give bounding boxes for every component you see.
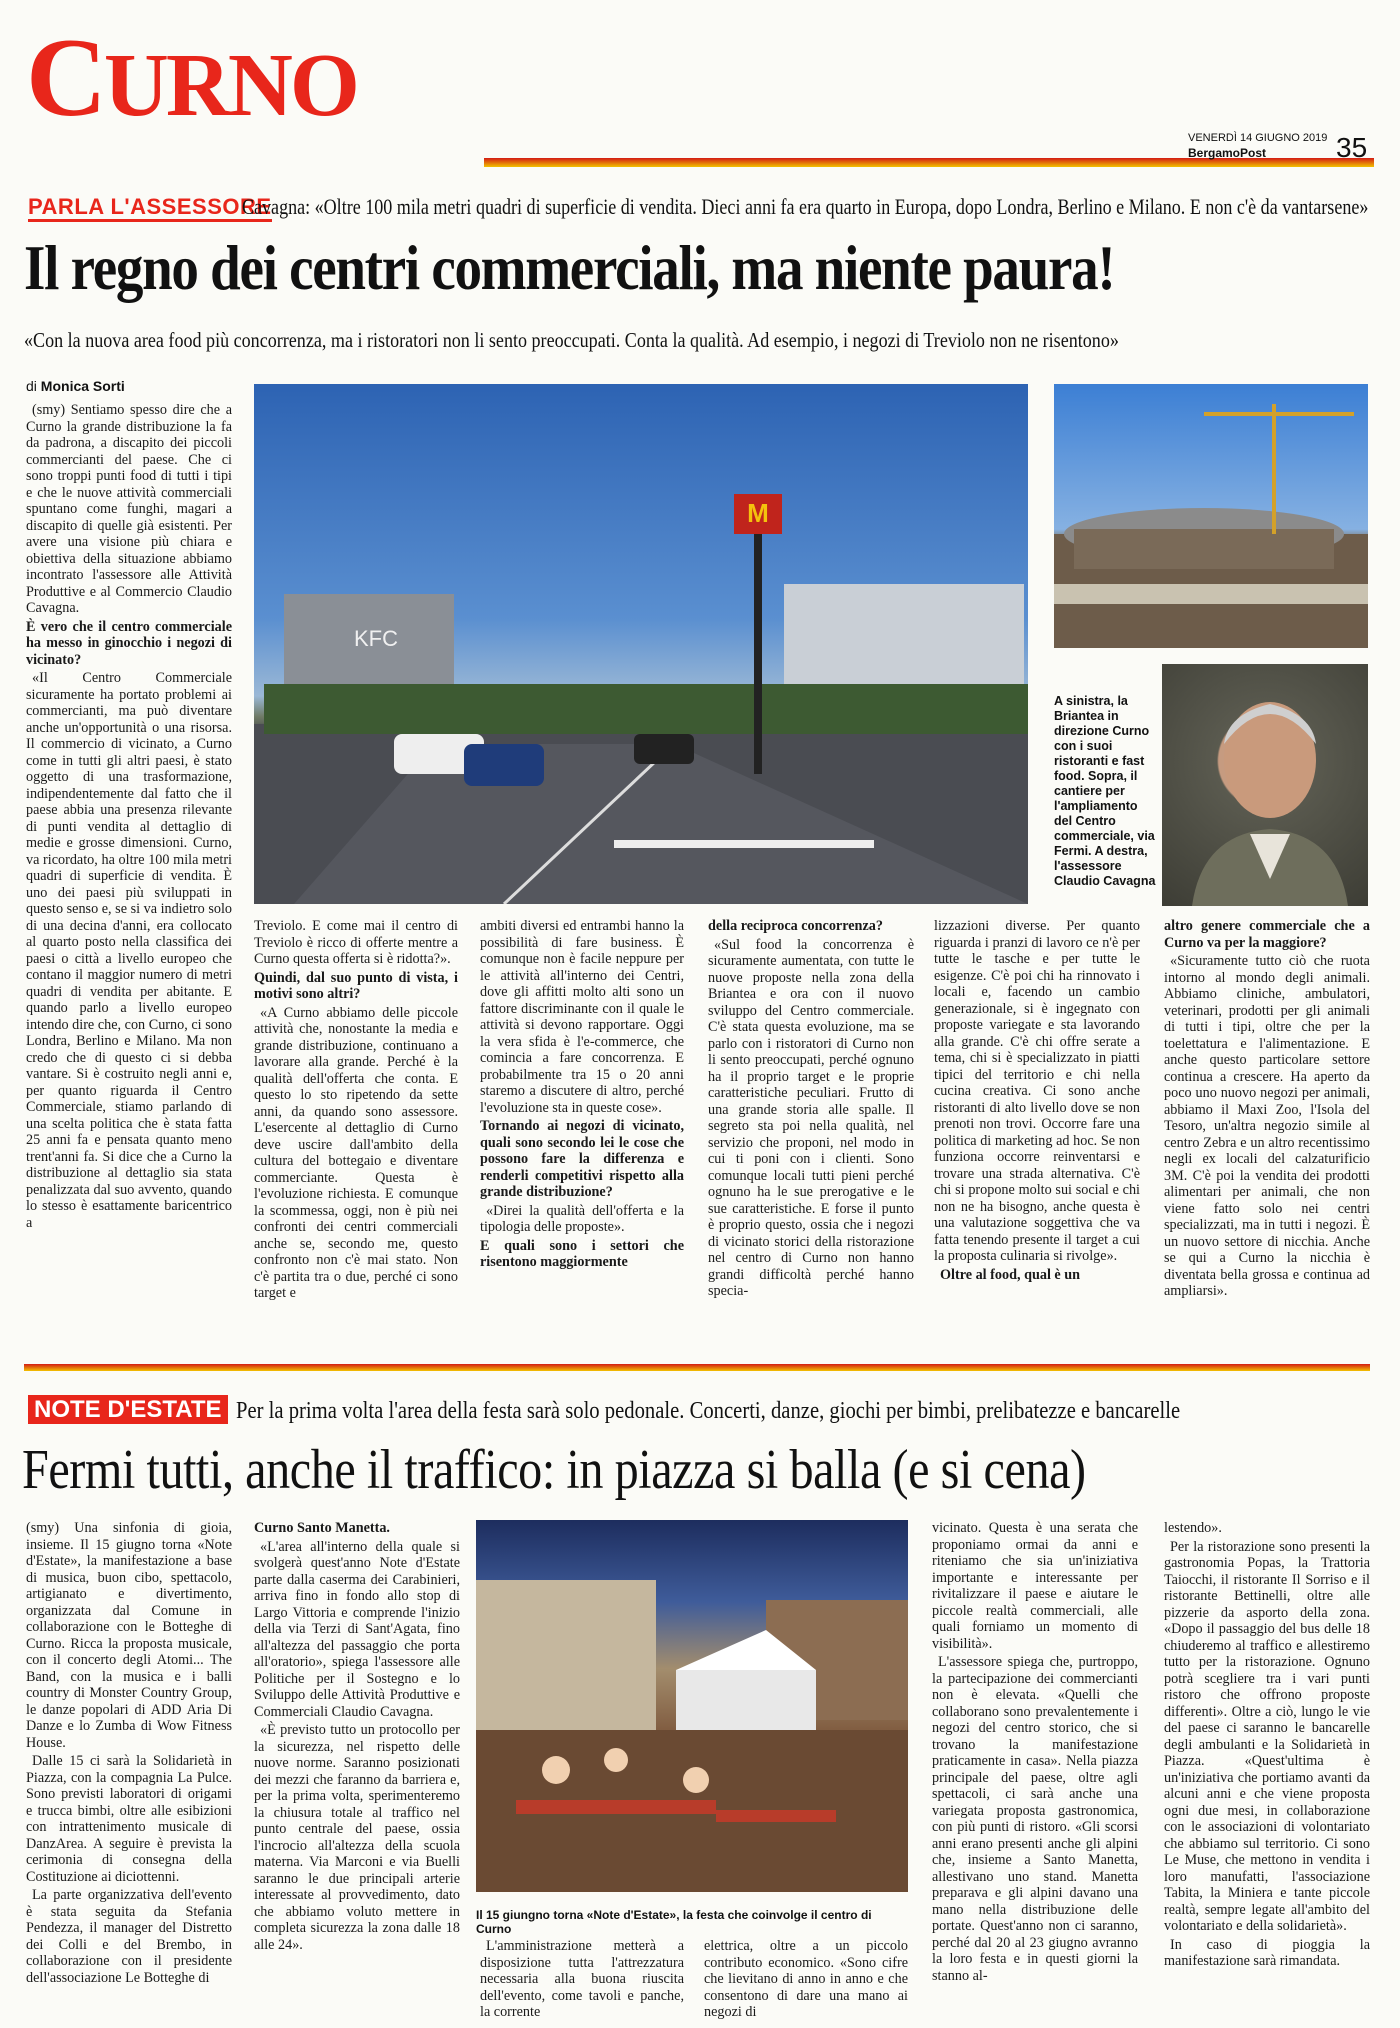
article2-photo-caption: Il 15 giungno torna «Note d'Estate», la festa che coinvolge il centro di Curno xyxy=(476,1908,872,1936)
article1-kicker: PARLA L'ASSESSORE xyxy=(28,194,272,220)
question: Tornando ai negozi di vicinato, quali sono secondo lei le cose che possono fare la differenza e renderli competitivi rispetto alla grande distribuzione? xyxy=(480,1118,684,1200)
paragraph: L'assessore spiega che, purtroppo, la partecipazione dei commercianti non è elevata. «Quelli che collaborano sono prevalentemente i negozi del centro storico, che si trovano la manifestazione praticamente in casa». Nella piazza principale del paese, oltre agli spettacoli, ci sarà anche una variegata proposta gastronomica, con più punti di ristoro. «Gli scorsi anni erano presenti anche gli alpini che, insieme a Santo Manetta, allestivano uno stand. Manetta preparava e gli alpini davano una mano nella distribuzione delle portate. Quest'anno non ci saranno, perché dal 20 al 23 giugno avranno la loro festa e in questi giorni la stanno al- xyxy=(932,1654,1138,1984)
article1-column-2 xyxy=(254,918,458,1350)
paragraph: elettrica, oltre a un piccolo contributo economico. «Sono cifre che lievitano di anno in anno e che consentono di dare una mano ai negozi di xyxy=(704,1938,908,2020)
paragraph: lestendo». xyxy=(1164,1520,1222,1536)
paper-name: BergamoPost xyxy=(1188,146,1267,160)
paragraph: Treviolo. E come mai il centro di Treviolo è ricco di offerte mentre a Curno questa offerta si è ridotta?». xyxy=(254,918,458,967)
paragraph: Dalle 15 ci sarà la Solidarietà in Piazza, con la compagnia La Pulce. Sono previsti laboratori di origami e trucca bimbi, oltre alle esibizioni con intrattenimento musicale di DanzArea. A seguire è prevista la cerimonia di consegna della Costituzione ai diciottenni. xyxy=(26,1753,232,1885)
photo-note-destate xyxy=(476,1520,908,1892)
paragraph: «Il Centro Commerciale sicuramente ha portato problemi ai commercianti, ma può diventare anche un'opportunità o una risorsa. Il commercio di vicinato, a Curno come in tutti gli altri paesi, è stato oggetto di una trasformazione, indipendentemente dal fatto che il paese abbia una presenza rilevante di punti vendita al dettaglio di medie e grosse dimensioni. Curno, va ricordato, ha oltre 100 mila metri quadri di superficie di vendita. È uno dei paesi più sviluppati in questo senso e, se si va indietro solo di una decina d'anni, era collocato al quarto posto nella classifica dei paesi o città a livello europeo che contano il maggior numero di metri quadri di vendita per abitante. E quando parlo a livello europeo intendo dire che, con Curno, ci sono Londra, Berlino e Milano. Ma non credo che di questo ci si debba vantare. Si è costruito negli anni e, per quanto riguarda il Centro Commerciale, stiamo parlando di una scelta politica che è stata fatta 25 anni fa e pensata quanto meno trent'anni fa. Si dice che a Curno la distribuzione al dettaglio sia stata penalizzata dal suo avvento, quando lo stesso è esattamente baricentrico a xyxy=(26,670,232,1231)
article2-column-4-bottom xyxy=(704,1938,908,2022)
paragraph: «È previsto tutto un protocollo per la sicurezza, nel rispetto delle nuove norme. Saranno posizionati dei mezzi che faranno da barriera e, per la prima volta, sperimenteremo la chiusura totale al traffico nel punto centrale del paese, ossia l'incrocio all'altezza della scuola materna. Via Marconi e via Buelli saranno le due principali arterie interessate al provvedimento, dato che abbiamo voluto mettere in completa sicurezza la zona dalle 18 alle 24». xyxy=(254,1722,460,1953)
paragraph: «Sicuramente tutto ciò che ruota intorno al mondo degli animali. Abbiamo cliniche, ambulatori, veterinari, prodotti per gli animali di tutti i tipi, oltre che per la toelettatura e l'alimentazione. E anche questo particolare settore continua a crescere. Ha aperto da poco uno nuovo negozi per animali, abbiamo il Maxi Zoo, l'Isola del Tesoro, un'altra negozio simile al centro Zebra e un altro recentissimo negli ex locali del calzaturificio 3M. C'è poi la vendita dei prodotti alimentari per animali, che non viene fatto solo nei centri specializzati, ma in tutti i negozi. È un nuovo settore di nicchia. Anche se qui a Curno la nicchia è diventata bella grossa e continua ad ampliarsi». xyxy=(1164,953,1370,1299)
page-number: 35 xyxy=(1336,132,1368,163)
article2-headline: Fermi tutti, anche il traffico: in piazza si balla (e si cena) xyxy=(22,1439,1086,1501)
question: Quindi, dal suo punto di vista, i motivi sono altri? xyxy=(254,969,458,1002)
paragraph: Per la ristorazione sono presenti la gastronomia Popas, la Trattoria Taiocchi, il ristorante Il Sorriso e il ristorante Bettinelli, oltre alle pizzerie da asporto della zona. «Dopo il passaggio del bus delle 18 chiuderemo al traffico e allestiremo tutto per la ristorazione. Ognuno potrà scegliere tra i vari punti ristoro che offrono proposte differenti». Oltre a ciò, lungo le vie del paese ci saranno le bancarelle degli ambulanti e la Solidarietà in Piazza. «Quest'ultima è un'iniziativa che portiamo avanti da alcuni anni e che viene proposta ogni due mesi, in collaborazione con le associazioni di volontariato che abbiamo sul territorio. Ci sono Le Muse, che mettono in vendita i loro manufatti, l'associazione Tabita, la Miniera e tante piccole realtà, sempre legate all'ambito del volontariato e della solidarietà». xyxy=(1164,1538,1370,1934)
paragraph: (smy) Sentiamo spesso dire che a Curno la grande distribuzione la fa da padrona, a discapito dei piccoli commercianti del paese. Che ci sono troppi punti food di tutti i tipi e che le nuove attività commerciali spuntano come funghi, magari a discapito di quelle già esistenti. Per avere una visione più chiara e obiettiva della situazione abbiamo incontrato l'assessore alle Attività Produttive e al Commercio Claudio Cavagna. xyxy=(26,402,232,616)
portrait-graphic xyxy=(1162,664,1368,906)
paragraph: lizzazioni diverse. Per quanto riguarda i pranzi di lavoro ce n'è per tutte le tasche e per tutte le esigenze. C'è poi chi ha rinnovato i locali e, facendo un cambio generazionale, si è ingegnato con proposte variegate e sta lavorando alla grande. C'è chi offre serate a tema, chi si è specializzato in piatti tipici del territorio e chi nella cucina creativa. Ci sono anche ristoranti di alto livello dove se non prenoti non trovi. Occorre fare una politica di marketing ad hoc. Se non funziona occorre reinventarsi e trovare una strada alternativa. C'è chi si propone molto sui social e chi non ne ha bisogno, anche questa è una valutazione soggettiva che va fatta tenendo presente il target a cui la proposta culinaria si rivolge». xyxy=(934,918,1140,1264)
question: della reciproca concorrenza? xyxy=(708,918,883,934)
article1-column-5 xyxy=(934,918,1140,1350)
article1-column-3 xyxy=(480,918,684,1350)
construction-graphic xyxy=(1054,384,1368,648)
paragraph: «Direi la qualità dell'offerta e la tipologia delle proposte». xyxy=(480,1202,684,1235)
question: Oltre al food, qual è un xyxy=(940,1266,1081,1283)
paragraph: L'amministrazione metterà a disposizione tutta l'attrezzatura necessaria alla buona riuscita dell'evento, come tavoli e panche, la corrente xyxy=(480,1938,684,2020)
issue-date: VENERDÌ 14 GIUGNO 2019 xyxy=(1188,132,1328,144)
article2-column-5 xyxy=(1164,1520,1370,2020)
festival-graphic xyxy=(476,1520,908,1892)
paragraph: La parte organizzativa dell'evento è stata seguita da Stefania Pendezza, il manager del Distretto dei Colli e del Brembo, in collaborazione con il presidente dell'associazione Le Botteghe di xyxy=(26,1887,232,1986)
article1-headline: Il regno dei centri commerciali, ma niente paura! xyxy=(24,232,1115,303)
paragraph: vicinato. Questa è una serata che proponiamo ormai da anni e riteniamo che sia un'iniziativa importante e interessante per rivitalizzare il paese e aiutare le piccole realtà commerciali, alle quali forniamo un momento di visibilità». xyxy=(932,1520,1138,1652)
article1-photo-caption: A sinistra, la Briantea in direzione Curno con i suoi ristoranti e fast food. Sopra, il cantiere per l'ampliamento del Centro commerciale, via Fermi. A destra, l'assessore Claudio Cavagna xyxy=(1054,694,1156,888)
article2-column-2 xyxy=(254,1520,460,2020)
article1-subhead: Cavagna: «Oltre 100 mila metri quadri di superficie di vendita. Dieci anni fa era quarto in Europa, dopo Londra, Berlino e Milano. E non c'è da vantarsene» xyxy=(242,194,1369,219)
article1-column-1 xyxy=(26,402,232,1350)
article1-column-4 xyxy=(708,918,914,1350)
article2-subhead: Per la prima volta l'area della festa sarà solo pedonale. Concerti, danze, giochi per bimbi, prelibatezze e bancarelle xyxy=(236,1398,1181,1424)
paragraph: In caso di pioggia la manifestazione sarà rimandata. xyxy=(1164,1936,1370,1969)
question: È vero che il centro commerciale ha messo in ginocchio i negozi di vicinato? xyxy=(26,618,232,668)
paragraph: (smy) Una sinfonia di gioia, insieme. Il 15 giugno torna «Note d'Estate», la manifestazione a base di musica, buon cibo, spettacolo, artigianato e divertimento, organizzata dal Comune in collaborazione con le Botteghe di Curno. Ricca la proposta musicale, con il concerto degli Atomi... The Band, con la musica e i balli country di Monster Country Group, le danze popolari di ADD Aria Di Danze e lo Zumba di Wow Fitness House. xyxy=(26,1520,232,1751)
photo-claudio-cavagna xyxy=(1162,664,1368,906)
article2-column-3 xyxy=(480,1938,684,2022)
article2-column-1 xyxy=(26,1520,232,2020)
photo-construction-site xyxy=(1054,384,1368,648)
paragraph: ambiti diversi ed entrambi hanno la possibilità di fare business. È comunque non è facile neppure per le attività all'interno dei Centri, dove gli affitti molto alti sono un fattore discriminante con il quale le attività si devono rapportare. Oggi la vera sfida è l'e-commerce, che comincia a fare concorrenza. E probabilmente tra 15 o 20 anni staremo a discutere di altro, perché l'evoluzione sta in queste cose». xyxy=(480,918,684,1116)
paragraph: Curno Santo Manetta. xyxy=(254,1520,390,1536)
photo-briantea-road xyxy=(254,384,1028,904)
section-rule xyxy=(24,1364,1370,1371)
byline: di Monica Sorti xyxy=(26,378,125,394)
kfc-sign: KFC xyxy=(354,626,398,651)
masthead-title: CURNO xyxy=(26,16,357,140)
paragraph: «A Curno abbiamo delle piccole attività che, nonostante la media e grande distribuzione, continuano a lavorare alla grande. Perché è la qualità dell'offerta che conta. E questo lo sto ripetendo da sette anni, da quando sono assessore. L'esercente al dettaglio di Curno deve uscire dall'ambito della cultura del bottegaio e diventare commerciante. Questa è l'evoluzione richiesta. E comunque la scommessa, oggi, non è più nei confronti dei centri commerciali anche se, secondo me, questo confronto non c'è mai stato. Non c'è partita tra o due, perché ci sono target e xyxy=(254,1004,458,1301)
article2-kicker: NOTE D'ESTATE xyxy=(28,1396,228,1424)
article2-column-4 xyxy=(932,1520,1138,2020)
paragraph: «L'area all'interno della quale si svolgerà quest'anno Note d'Estate parte dalla caserma dei Carabinieri, arriva fino in fondo allo stop di Largo Vittoria e comprende l'inizio della via Terzi di Sant'Agata, fino all'altezza del passaggio che porta all'oratorio», spiega l'assessore alle Politiche per il Sostegno e lo Sviluppo delle Attività Produttive e Commerciali Claudio Cavagna. xyxy=(254,1538,460,1720)
paragraph: «Sul food la concorrenza è sicuramente aumentata, con tutte le nuove proposte nella zona della Briantea e ora con il nuovo sviluppo del Centro commerciale. C'è stata questa evoluzione, ma se parlo con i ristoratori di Curno non li sento preoccupati, perché ognuno ha il proprio target e le proprie caratteristiche peculiari. Frutto di una grande storia alle spalle. Il segreto sta poi nella qualità, nel servizio che proponi, nel modo in cui ti poni con i clienti. Sono comunque locali tutti pieni perché ognuno ha le sue prerogative e le sue caratteristiche. E forse il punto è proprio questo, ossia che i negozi di vicinato storici della ristorazione nel centro di Curno non hanno grandi difficoltà perché hanno specia- xyxy=(708,936,914,1299)
question: altro genere commerciale che a Curno va per la maggiore? xyxy=(1164,918,1370,951)
question: E quali sono i settori che risentono maggiormente xyxy=(480,1237,684,1270)
road-scene-graphic xyxy=(254,384,1028,904)
article1-standfirst: «Con la nuova area food più concorrenza, ma i ristoratori non li sento preoccupati. Conta la qualità. Ad esempio, i negozi di Treviolo non ne risentono» xyxy=(24,328,1119,352)
article1-column-6 xyxy=(1164,918,1370,1350)
svg-text:M: M xyxy=(747,498,769,528)
